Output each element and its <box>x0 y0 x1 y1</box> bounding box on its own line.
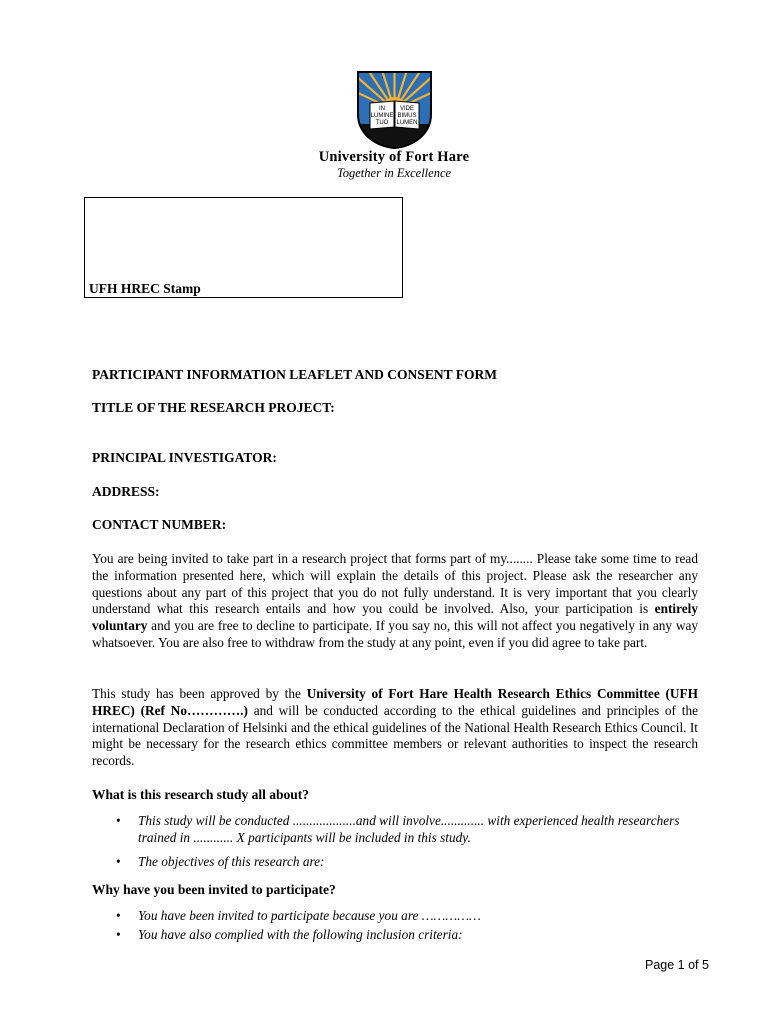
approval-paragraph: This study has been approved by the University of Fort Hare Health Research Ethics Committee (UFH HREC) (Ref No………….) and will be conducted according to the ethical guidelines and principles of the international Declaration of Helsinki and the ethical guidelines of the National Health Research Ethics Council. It might be necessary for the research ethics committee members or relevant authorities to inspect the research records. <box>92 686 698 769</box>
project-title-label: TITLE OF THE RESEARCH PROJECT: <box>92 400 335 415</box>
list-item: • The objectives of this research are: <box>116 854 325 869</box>
svg-text:VIDE: VIDE <box>399 106 415 112</box>
section-about-heading: What is this research study all about? <box>92 787 310 802</box>
svg-text:BIMUS: BIMUS <box>397 113 417 119</box>
university-motto: Together in Excellence <box>336 166 452 180</box>
invited-bullet-list <box>92 907 698 943</box>
svg-text:LUMINE: LUMINE <box>370 113 394 119</box>
voluntary-emphasis: entirely voluntary <box>92 601 698 634</box>
address-label: ADDRESS: <box>92 484 160 499</box>
investigator-label: PRINCIPAL INVESTIGATOR: <box>92 450 277 465</box>
contact-number-label: CONTACT NUMBER: <box>92 517 227 532</box>
university-crest-icon <box>356 70 433 150</box>
section-invited-heading: Why have you been invited to participate? <box>92 882 336 897</box>
list-item: • This study will be conducted ...................and will involve............. with experienced health researchers trained in ............ X participants will be included in this study. <box>116 813 680 845</box>
stamp-label: UFH HREC Stamp <box>89 281 201 296</box>
form-title: PARTICIPANT INFORMATION LEAFLET AND CONSENT FORM <box>92 367 497 382</box>
hrec-stamp-box <box>84 197 403 298</box>
list-item: • You have also complied with the following inclusion criteria: <box>116 927 463 942</box>
svg-text:LUMEN: LUMEN <box>396 120 418 126</box>
about-bullet-list <box>92 812 698 870</box>
page-number: Page 1 of 5 <box>645 958 709 972</box>
committee-emphasis: University of Fort Hare Health Research Ethics Committee (UFH HREC) (Ref No………….) <box>92 686 698 718</box>
university-name: University of Fort Hare <box>318 149 470 165</box>
svg-text:TUO: TUO <box>375 120 389 126</box>
svg-text:IN: IN <box>379 106 385 112</box>
list-item: • You have been invited to participate because you are …………… <box>116 908 481 923</box>
intro-paragraph: You are being invited to take part in a research project that forms part of my........ Please take some time to read the information presented here, which will explain the details of this project. Please ask the researcher any questions about any part of this project that you do not fully understand. It is very important that you clearly understand what this research entails and how you could be involved. Also, your participation is entirely voluntary and you are free to decline to participate. If you say no, this will not affect you negatively in any way whatsoever. You are also free to withdraw from the study at any point, even if you did agree to take part. <box>92 551 698 650</box>
